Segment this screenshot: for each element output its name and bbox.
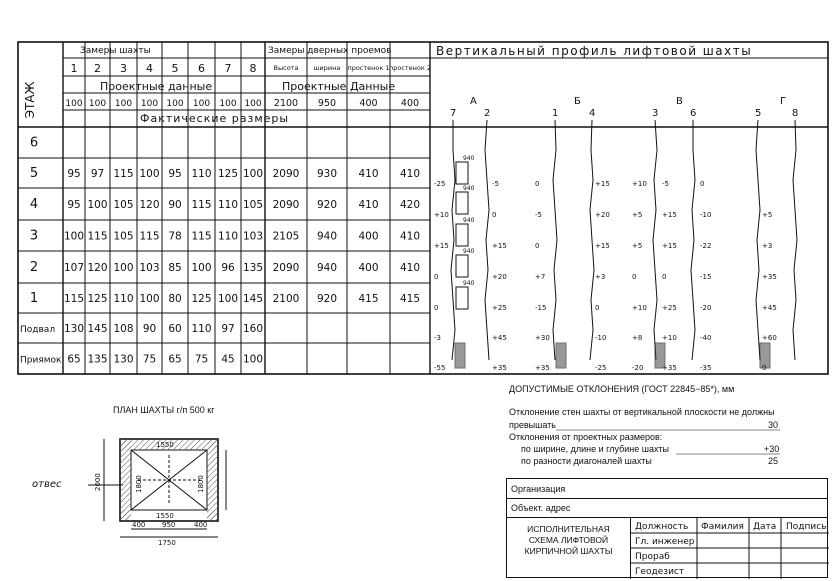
profile-line-5: 5 [755, 108, 762, 119]
door-col-2: ширина [313, 64, 341, 72]
deviation-value: +15 [595, 180, 610, 188]
door-width-label: 940 [463, 280, 475, 287]
door-width-label: 940 [463, 217, 475, 224]
floor-row-label: 3 [29, 228, 39, 244]
shaft-cell: 90 [168, 199, 182, 211]
profile-line-7: 7 [450, 108, 457, 119]
shaft-col-4: 4 [146, 62, 153, 75]
door-col-3: простенок 1 [347, 64, 390, 72]
deviation-value: +5 [632, 211, 643, 219]
shaft-cell: 125 [191, 293, 212, 305]
tolerance-line4: по ширине, длине и глубине шахты [521, 444, 669, 454]
plan-dim-total: 1750 [158, 539, 176, 547]
design-value-4: 100 [140, 99, 159, 109]
deviation-value: +15 [434, 242, 449, 250]
design-data-header: Проектные данные [100, 80, 213, 93]
door-measures-header: Замеры дверных проемов [268, 46, 392, 56]
deviation-value: -20 [700, 304, 712, 312]
shaft-cell: 110 [113, 293, 134, 305]
shaft-cell: 75 [142, 353, 157, 366]
deviation-value: -10 [700, 211, 712, 219]
shaft-cell: 103 [139, 262, 160, 274]
pit-hatch [556, 343, 566, 368]
shaft-col-8: 8 [249, 62, 257, 75]
deviation-value: +35 [762, 273, 777, 281]
shaft-cell: 160 [242, 323, 264, 335]
shaft-cell: 97 [90, 168, 105, 180]
shaft-cell: 95 [168, 168, 182, 180]
section-Б: Б [574, 96, 581, 107]
shaft-cell: 78 [168, 230, 182, 243]
tolerance-line4-value: +30 [764, 444, 780, 454]
deviation-value: +30 [535, 334, 550, 342]
role-foreman: Прораб [635, 552, 670, 562]
deviation-value: +10 [632, 304, 647, 312]
plan-dim-pier2: 400 [194, 521, 208, 529]
shaft-cell: 130 [63, 323, 85, 335]
deviation-value: 0 [762, 364, 767, 372]
tolerance-line5-value: 25 [768, 456, 779, 466]
deviation-value: +45 [762, 304, 777, 312]
shaft-cell: 125 [87, 293, 108, 305]
deviation-value: -20 [632, 364, 644, 372]
profile-wall-line [793, 120, 797, 360]
tolerance-line3: Отклонения от проектных размеров: [509, 432, 663, 442]
deviation-value: -40 [700, 334, 712, 342]
door-cell: 2090 [272, 262, 300, 274]
tolerances-title: ДОПУСТИМЫЕ ОТКЛОНЕНИЯ (ГОСТ 22845−85*), мм [509, 384, 735, 394]
door-cell: 930 [316, 168, 338, 180]
shaft-cell: 115 [87, 230, 108, 243]
shaft-cell: 110 [191, 168, 212, 180]
shaft-cell: 105 [113, 230, 134, 243]
door-cell: 920 [316, 293, 338, 305]
pit-hatch [455, 343, 465, 368]
shaft-cell: 115 [191, 199, 212, 211]
profile-line-1: 1 [552, 108, 559, 119]
design-value-7: 100 [219, 99, 237, 109]
shaft-cell: 110 [217, 199, 239, 211]
deviation-value: +35 [535, 364, 550, 372]
shaft-col-2: 2 [94, 62, 101, 75]
deviation-value: +7 [535, 273, 546, 281]
floor-row-label: 5 [29, 166, 39, 181]
door-opening [456, 224, 468, 246]
plan-dim-left: 1800 [135, 475, 143, 493]
floor-row-label: 6 [29, 135, 39, 151]
door-opening [456, 192, 468, 214]
plan-dim-door: 950 [162, 521, 176, 529]
door-design-data-header: Проектные Данные [282, 80, 396, 93]
shaft-col-7: 7 [224, 62, 232, 75]
deviation-value: 0 [434, 304, 439, 312]
door-cell: 2100 [272, 293, 300, 305]
shaft-cell: 120 [139, 199, 160, 211]
door-opening [456, 255, 468, 277]
door-cell: 410 [399, 230, 421, 243]
shaft-cell: 97 [221, 323, 235, 335]
door-col-1: Высота [273, 64, 299, 72]
profile-line-8: 8 [792, 108, 799, 119]
deviation-value: +5 [762, 211, 773, 219]
design-door-value-4: 400 [400, 98, 420, 109]
object-address-field: Объект. адрес [507, 499, 827, 518]
deviation-value: +5 [632, 242, 643, 250]
profile-line-2: 2 [484, 108, 491, 119]
deviation-value: 0 [535, 180, 540, 188]
deviation-value: +8 [632, 334, 643, 342]
shaft-plan-drawing [28, 425, 258, 565]
deviation-value: -25 [595, 364, 607, 372]
shaft-col-6: 6 [198, 62, 205, 75]
shaft-cell: 100 [191, 262, 212, 274]
shaft-cell: 110 [191, 323, 212, 335]
deviation-value: -5 [662, 180, 669, 188]
deviation-value: -3 [434, 334, 441, 342]
profile-wall-line [756, 120, 760, 360]
section-Г: Г [780, 96, 787, 107]
door-width-label: 940 [463, 248, 475, 255]
plan-dim-outer: 2000 [94, 473, 102, 491]
shaft-cell: 65 [67, 353, 81, 366]
shaft-cell: 103 [242, 230, 264, 243]
shaft-col-3: 3 [120, 62, 127, 75]
door-cell: 400 [358, 230, 379, 243]
col-signature: Подпись [786, 522, 827, 532]
shaft-cell: 100 [63, 230, 85, 243]
deviation-value: -15 [535, 304, 547, 312]
tolerance-line2-value: 30 [768, 420, 779, 430]
col-surname: Фамилия [701, 522, 744, 532]
profile-wall-line [485, 120, 489, 360]
shaft-cell: 100 [242, 168, 264, 180]
tolerance-line5: по разности диагоналей шахты [521, 456, 652, 466]
shaft-cell: 100 [242, 353, 264, 366]
deviation-value: +10 [632, 180, 647, 188]
plan-dim-pier1: 400 [132, 521, 146, 529]
deviation-value: -10 [595, 334, 607, 342]
design-value-1: 100 [65, 99, 83, 109]
actual-sizes-header: Фактические размеры [140, 112, 290, 125]
deviation-value: +20 [492, 273, 507, 281]
floor-row-label: 1 [29, 291, 39, 306]
tolerance-line1: Отклонение стен шахты от вертикальной плоскости не должны [509, 407, 775, 417]
shaft-cell: 108 [113, 323, 134, 335]
shaft-cell: 96 [221, 262, 235, 274]
shaft-cell: 75 [194, 353, 209, 366]
shaft-cell: 115 [113, 168, 134, 180]
deviation-value: 0 [535, 242, 540, 250]
tolerance-line2: превышать [509, 420, 556, 430]
deviation-value: +25 [492, 304, 507, 312]
plan-dim-right: 1800 [197, 475, 205, 493]
shaft-cell: 65 [168, 353, 182, 366]
profile-wall-line [653, 120, 657, 360]
deviation-value: +10 [434, 211, 449, 219]
design-door-value-1: 2100 [273, 98, 299, 109]
organization-field: Организация [507, 479, 827, 499]
shaft-cell: 107 [63, 262, 85, 274]
deviation-value: 0 [434, 273, 439, 281]
shaft-cell: 120 [87, 262, 108, 274]
plan-dim-bottom: 1550 [156, 512, 174, 520]
floor-row-label: 4 [29, 197, 39, 212]
door-cell: 2090 [272, 199, 300, 211]
deviation-value: 0 [632, 273, 637, 281]
shaft-cell: 45 [221, 353, 235, 366]
deviation-value: -5 [492, 180, 499, 188]
shaft-cell: 105 [113, 199, 134, 211]
shaft-cell: 80 [168, 293, 182, 305]
design-door-value-3: 400 [359, 98, 378, 109]
door-opening [456, 162, 468, 184]
profile-line-6: 6 [690, 108, 697, 119]
shaft-cell: 100 [139, 293, 160, 305]
deviation-value: -35 [700, 364, 712, 372]
design-value-3: 100 [114, 99, 133, 109]
shaft-cell: 100 [113, 262, 134, 274]
profile-line-3: 3 [652, 108, 659, 119]
door-cell: 940 [316, 230, 338, 243]
deviation-value: +3 [595, 273, 606, 281]
deviation-value: 0 [662, 273, 667, 281]
shaft-cell: 125 [217, 168, 239, 180]
profile-wall-line [691, 120, 695, 360]
deviation-value: -15 [700, 273, 712, 281]
shaft-col-1: 1 [70, 62, 78, 75]
shaft-cell: 100 [87, 199, 108, 211]
deviation-value: +15 [595, 242, 610, 250]
shaft-cell: 115 [191, 230, 212, 243]
profile-line-4: 4 [589, 108, 596, 119]
door-cell: 415 [399, 293, 421, 305]
floor-row-label: Подвал [20, 325, 56, 335]
deviation-value: +15 [662, 242, 677, 250]
shaft-cell: 100 [139, 168, 160, 180]
shaft-cell: 135 [242, 262, 264, 274]
deviation-value: +20 [595, 211, 610, 219]
shaft-cell: 145 [87, 323, 108, 335]
floor-row-label: 2 [29, 260, 39, 275]
role-surveyor: Геодезист [635, 567, 685, 577]
title-block [506, 478, 828, 578]
plumb-label: отвес [32, 479, 62, 490]
door-cell: 410 [399, 168, 421, 180]
door-col-4: простенок 2 [388, 64, 432, 72]
deviation-value: 0 [595, 304, 600, 312]
deviation-value: +10 [662, 334, 677, 342]
shaft-cell: 60 [168, 323, 182, 335]
deviation-value: +15 [662, 211, 677, 219]
signature-grid [631, 518, 829, 579]
shaft-cell: 115 [139, 230, 160, 243]
door-cell: 920 [316, 199, 338, 211]
door-cell: 410 [358, 199, 379, 211]
col-date: Дата [753, 522, 777, 532]
deviation-value: -22 [700, 242, 712, 250]
deviation-value: -25 [434, 180, 446, 188]
shaft-col-5: 5 [171, 62, 179, 75]
deviation-value: +60 [762, 334, 777, 342]
door-width-label: 940 [463, 155, 475, 162]
profile-title: Вертикальный профиль лифтовой шахты [436, 44, 753, 58]
deviation-value: +25 [662, 304, 677, 312]
deviation-value: -5 [535, 211, 542, 219]
design-value-2: 100 [88, 99, 107, 109]
door-width-label: 940 [463, 185, 475, 192]
shaft-cell: 90 [142, 323, 157, 335]
section-В: В [676, 96, 683, 107]
shaft-cell: 95 [67, 168, 81, 180]
shaft-cell: 105 [242, 199, 264, 211]
plan-title: ПЛАН ШАХТЫ г/п 500 кг [113, 405, 215, 415]
shaft-cell: 100 [217, 293, 239, 305]
design-value-5: 100 [166, 99, 184, 109]
design-value-6: 100 [192, 99, 211, 109]
deviation-value: +35 [662, 364, 677, 372]
shaft-cell: 135 [87, 353, 108, 366]
shaft-cell: 145 [242, 293, 264, 305]
profile-wall-line [590, 120, 594, 360]
shaft-cell: 110 [217, 230, 239, 243]
deviation-value: 0 [492, 211, 497, 219]
shaft-measures-header: Замеры шахты [80, 46, 151, 56]
profile-wall-line [553, 120, 557, 360]
col-position: Должность [635, 522, 689, 532]
plan-dim-top: 1550 [156, 441, 174, 449]
deviation-value: 0 [700, 180, 705, 188]
role-chief-engineer: Гл. инженер [635, 537, 695, 547]
design-door-value-2: 950 [317, 98, 337, 109]
drawing-title: ИСПОЛНИТЕЛЬНАЯ СХЕМА ЛИФТОВОЙ КИРПИЧНОЙ ШАХТЫ [507, 518, 631, 579]
deviation-value: +15 [492, 242, 507, 250]
shaft-cell: 95 [67, 199, 81, 211]
design-value-8: 100 [244, 99, 262, 109]
shaft-cell: 115 [63, 293, 85, 305]
floor-row-label: Приямок [20, 355, 62, 366]
door-cell: 2105 [272, 230, 300, 243]
door-cell: 940 [316, 262, 338, 274]
door-cell: 410 [399, 262, 421, 274]
shaft-cell: 130 [113, 353, 134, 366]
section-А: А [470, 96, 477, 107]
deviation-value: +45 [492, 334, 507, 342]
door-cell: 2090 [272, 168, 300, 180]
deviation-value: -55 [434, 364, 446, 372]
profile-wall-line [451, 120, 455, 360]
floor-header: ЭТАЖ [23, 81, 37, 119]
door-opening [456, 287, 468, 309]
deviation-value: +3 [762, 242, 773, 250]
shaft-cell: 85 [168, 262, 182, 274]
door-cell: 400 [358, 262, 379, 274]
door-cell: 420 [399, 199, 421, 211]
door-cell: 415 [358, 293, 379, 305]
deviation-value: +35 [492, 364, 507, 372]
door-cell: 410 [358, 168, 379, 180]
